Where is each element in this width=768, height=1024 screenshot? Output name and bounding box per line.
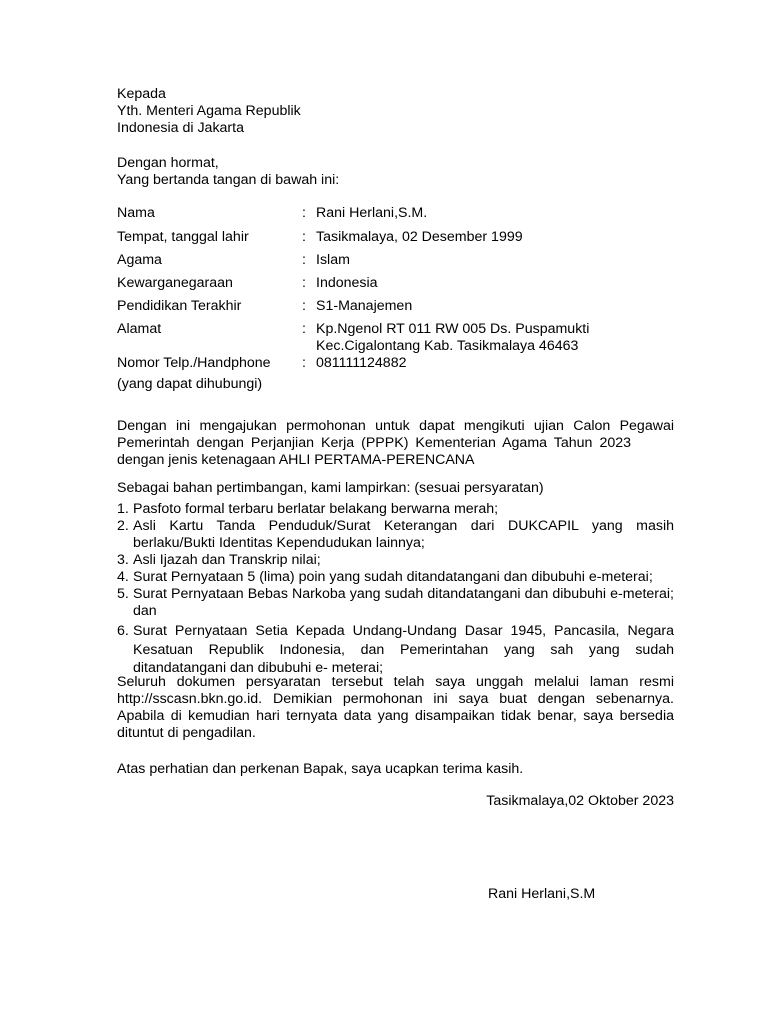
list-item <box>117 622 674 678</box>
identity-separator: : <box>302 355 306 371</box>
identity-separator: : <box>302 252 306 268</box>
application-line-1: Dengan ini mengajukan permohonan untuk dapat mengikuti ujian Calon Pegawai <box>117 418 674 434</box>
identity-value: 081111124882 <box>316 355 407 371</box>
identity-label: Pendidikan Terakhir <box>117 298 242 314</box>
identity-label: Alamat <box>117 321 162 337</box>
list-item-text: Surat Pernyataan Bebas Narkoba yang sudah ditandatangani dan dibubuhi e-meterai; dan <box>133 586 674 619</box>
identity-label: Nama <box>117 205 155 221</box>
identity-separator: : <box>302 229 306 245</box>
closing-statement: Seluruh dokumen persyaratan tersebut telah saya unggah melalui laman resmi http://sscasn.bkn.go.id. Demikian permohonan ini saya buat dengan sebenarnya. Apabila di kemudian hari ternyata data yang disampaikan tidak benar, saya bersedia dituntut di pengadilan. <box>117 674 674 741</box>
identity-value: Islam <box>316 252 350 268</box>
identity-separator: : <box>302 275 306 291</box>
list-item-number: 3. <box>117 552 129 568</box>
identity-value: Tasikmalaya, 02 Desember 1999 <box>316 229 523 245</box>
list-item-number: 6. <box>117 623 129 639</box>
thanks-text: Atas perhatian dan perkenan Bapak, saya ucapkan terima kasih. <box>117 761 524 777</box>
salutation: Dengan hormat, <box>117 155 219 171</box>
identity-value-continuation: Kec.Cigalontang Kab. Tasikmalaya 46463 <box>316 338 579 354</box>
identity-value: Indonesia <box>316 275 378 291</box>
list-item-number: 1. <box>117 501 129 517</box>
recipient-line-3: Indonesia di Jakarta <box>117 120 244 136</box>
identity-value: S1-Manajemen <box>316 298 413 314</box>
list-item-number: 5. <box>117 586 129 602</box>
list-item-number: 4. <box>117 569 129 585</box>
identity-label: Agama <box>117 252 162 268</box>
recipient-line-2: Yth. Menteri Agama Republik <box>117 103 301 119</box>
list-item-text: Asli Kartu Tanda Penduduk/Surat Keterangan dari DUKCAPIL yang masih berlaku/Bukti Identitas Kependudukan lainnya; <box>133 518 674 551</box>
identity-value: Kp.Ngenol RT 011 RW 005 Ds. Puspamukti <box>316 321 590 337</box>
list-item <box>117 586 674 620</box>
intro-text: Yang bertanda tangan di bawah ini: <box>117 172 340 188</box>
signatory-name: Rani Herlani,S.M <box>488 886 596 902</box>
list-item <box>117 518 674 552</box>
list-item <box>117 501 674 518</box>
identity-label: Nomor Telp./Handphone <box>117 355 271 371</box>
application-line-2: Pemerintah dengan Perjanjian Kerja (PPPK) Kementerian Agama Tahun 2023 <box>117 435 631 451</box>
identity-separator: : <box>302 321 306 337</box>
recipient-line-1: Kepada <box>117 86 166 102</box>
list-item-text: Surat Pernyataan Setia Kepada Undang-Undang Dasar 1945, Pancasila, Negara Kesatuan Republik Indonesia, dan Pemerintahan yang sah yang sudah ditandatangani dan dibubuhi e- meterai; <box>133 623 674 676</box>
list-item-number: 2. <box>117 518 129 534</box>
identity-separator: : <box>302 298 306 314</box>
list-item-text: Pasfoto formal terbaru berlatar belakang berwarna merah; <box>133 501 499 517</box>
attachments-list <box>117 501 674 678</box>
list-item-text: Surat Pernyataan 5 (lima) poin yang sudah ditandatangani dan dibubuhi e-meterai; <box>133 569 653 585</box>
identity-label: Kewarganegaraan <box>117 275 233 291</box>
list-item <box>117 569 674 586</box>
attachments-intro: Sebagai bahan pertimbangan, kami lampirkan: (sesuai persyaratan) <box>117 480 544 496</box>
place-date: Tasikmalaya,02 Oktober 2023 <box>486 793 674 809</box>
list-item-text: Asli Ijazah dan Transkrip nilai; <box>133 552 321 568</box>
identity-label: Tempat, tanggal lahir <box>117 229 249 245</box>
identity-separator: : <box>302 205 306 221</box>
list-item <box>117 552 674 569</box>
application-line-3: dengan jenis ketenagaan AHLI PERTAMA-PERENCANA <box>117 452 475 468</box>
identity-label-note: (yang dapat dihubungi) <box>117 376 263 392</box>
identity-value: Rani Herlani,S.M. <box>316 205 428 221</box>
